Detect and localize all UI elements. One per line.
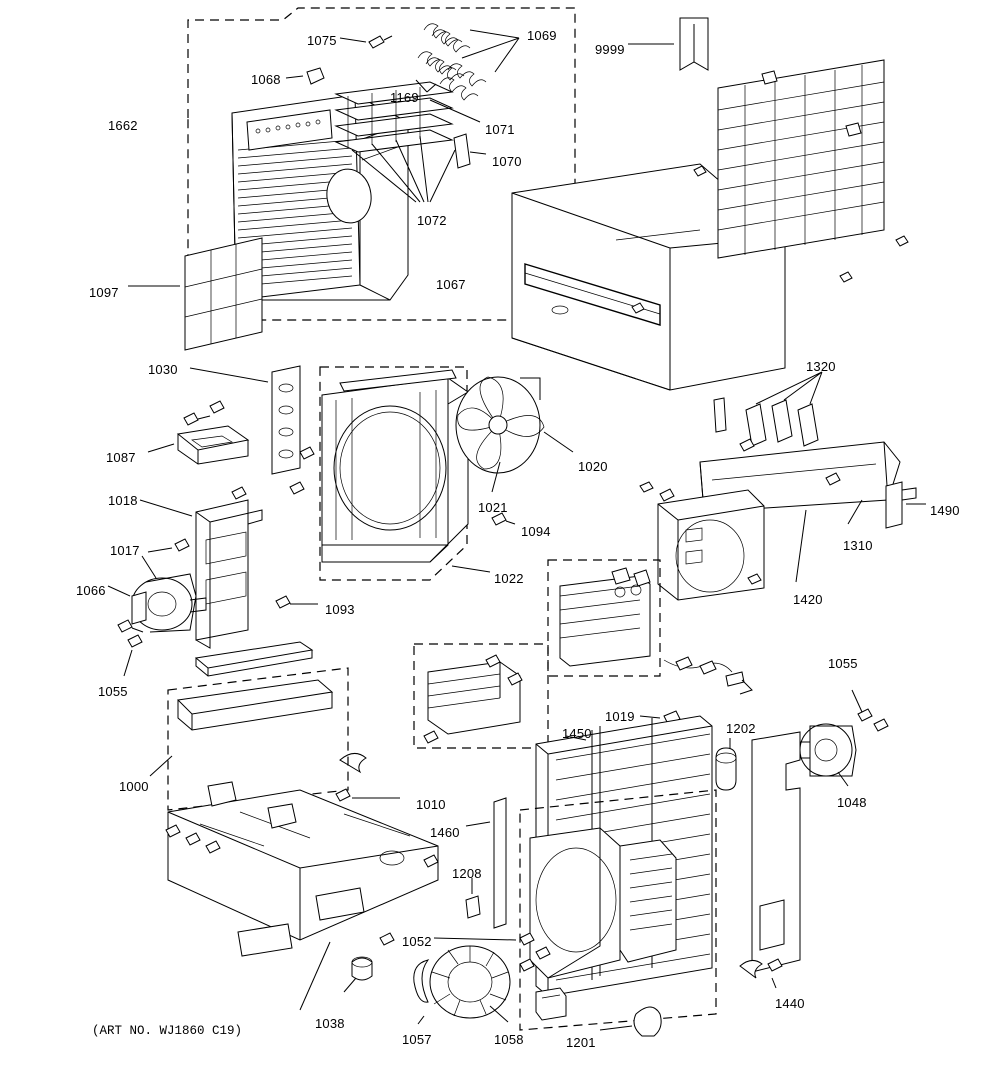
part-1055-screws-left: [118, 620, 143, 676]
callout-1070: 1070: [492, 154, 522, 169]
leader-1038-base: [300, 942, 330, 1010]
callout-1021: 1021: [478, 500, 508, 515]
callout-1320: 1320: [806, 359, 836, 374]
callout-1019: 1019: [605, 709, 635, 724]
callout-1022: 1022: [494, 571, 524, 586]
part-rear-panel-bottom: [752, 732, 800, 972]
callout-1018: 1018: [108, 493, 138, 508]
part-1093-screw: [276, 596, 318, 608]
part-1048-motor: [798, 690, 888, 786]
part-terminal-block: [340, 655, 522, 772]
callout-1310: 1310: [843, 538, 873, 553]
callout-1057: 1057: [402, 1032, 432, 1047]
leader-1020: [544, 432, 573, 452]
callout-1067: 1067: [436, 277, 466, 292]
callout-1052: 1052: [402, 934, 432, 949]
art-number: (ART NO. WJ1860 C19): [92, 1024, 243, 1038]
part-1202-capacitor: [716, 738, 736, 790]
callout-1087: 1087: [106, 450, 136, 465]
callout-1450: 1450: [562, 726, 592, 741]
callout-1201: 1201: [566, 1035, 596, 1050]
leader-1000: [150, 756, 172, 776]
callout-1097: 1097: [89, 285, 119, 300]
callout-1071: 1071: [485, 122, 515, 137]
part-9999-literature: [628, 18, 708, 70]
callout-1202: 1202: [726, 721, 756, 736]
part-1022-shroud: [322, 370, 468, 562]
callout-1010: 1010: [416, 797, 446, 812]
part-condenser-frame: [640, 482, 764, 600]
part-wire-harness: [664, 657, 752, 694]
callout-1169: 1169: [390, 90, 419, 105]
callout-1038: 1038: [315, 1016, 345, 1031]
callout-1662: 1662: [108, 118, 138, 133]
callout-1094: 1094: [521, 524, 551, 539]
leader-1310: [848, 500, 862, 524]
part-1038-drain-plug: [344, 957, 372, 992]
part-1097-filter: [185, 238, 262, 350]
callout-1066: 1066: [76, 583, 106, 598]
callout-1068: 1068: [251, 72, 281, 87]
leader-1058: [490, 1006, 508, 1022]
callout-1058: 1058: [494, 1032, 524, 1047]
part-1440-clips: [740, 959, 782, 988]
callout-1072: 1072: [417, 213, 447, 228]
callout-1440: 1440: [775, 996, 805, 1011]
part-1490-bracket: [886, 482, 926, 528]
part-1030-strip: [190, 366, 300, 474]
part-1087-pan: [148, 426, 248, 464]
callout-1055-right: 1055: [828, 656, 858, 671]
leader-1022: [452, 566, 490, 572]
part-switch-box: [536, 988, 566, 1020]
part-1017-blower-motor: [132, 574, 206, 632]
callout-1030: 1030: [148, 362, 178, 377]
callout-1017: 1017: [110, 543, 140, 558]
part-rear-grille: [718, 60, 884, 258]
part-1058-blower-wheel: [414, 946, 510, 1024]
callout-1075: 1075: [307, 33, 337, 48]
callout-1093: 1093: [325, 602, 355, 617]
part-control-box: [560, 568, 650, 666]
callout-1000: 1000: [119, 779, 149, 794]
callout-1208: 1208: [452, 866, 482, 881]
part-1075-screw: [340, 36, 392, 48]
part-1320-clips: [746, 372, 822, 446]
callout-1048: 1048: [837, 795, 867, 810]
part-blower-housing: [530, 828, 676, 978]
callout-1420: 1420: [793, 592, 823, 607]
part-1020-fan-blade: [456, 377, 544, 473]
callout-1055-left: 1055: [98, 684, 128, 699]
part-1201-drain-elbow: [600, 1007, 661, 1036]
callout-1020: 1020: [578, 459, 608, 474]
part-1208-clip: [466, 878, 480, 918]
part-1010-base-pan: [168, 782, 438, 956]
callout-1069: 1069: [527, 28, 557, 43]
leader-1066: [108, 586, 130, 596]
callout-1460: 1460: [430, 825, 460, 840]
callout-1490: 1490: [930, 503, 960, 518]
callout-9999: 9999: [595, 42, 625, 57]
leader-1017: [142, 556, 156, 578]
part-1068-clip: [286, 68, 324, 84]
